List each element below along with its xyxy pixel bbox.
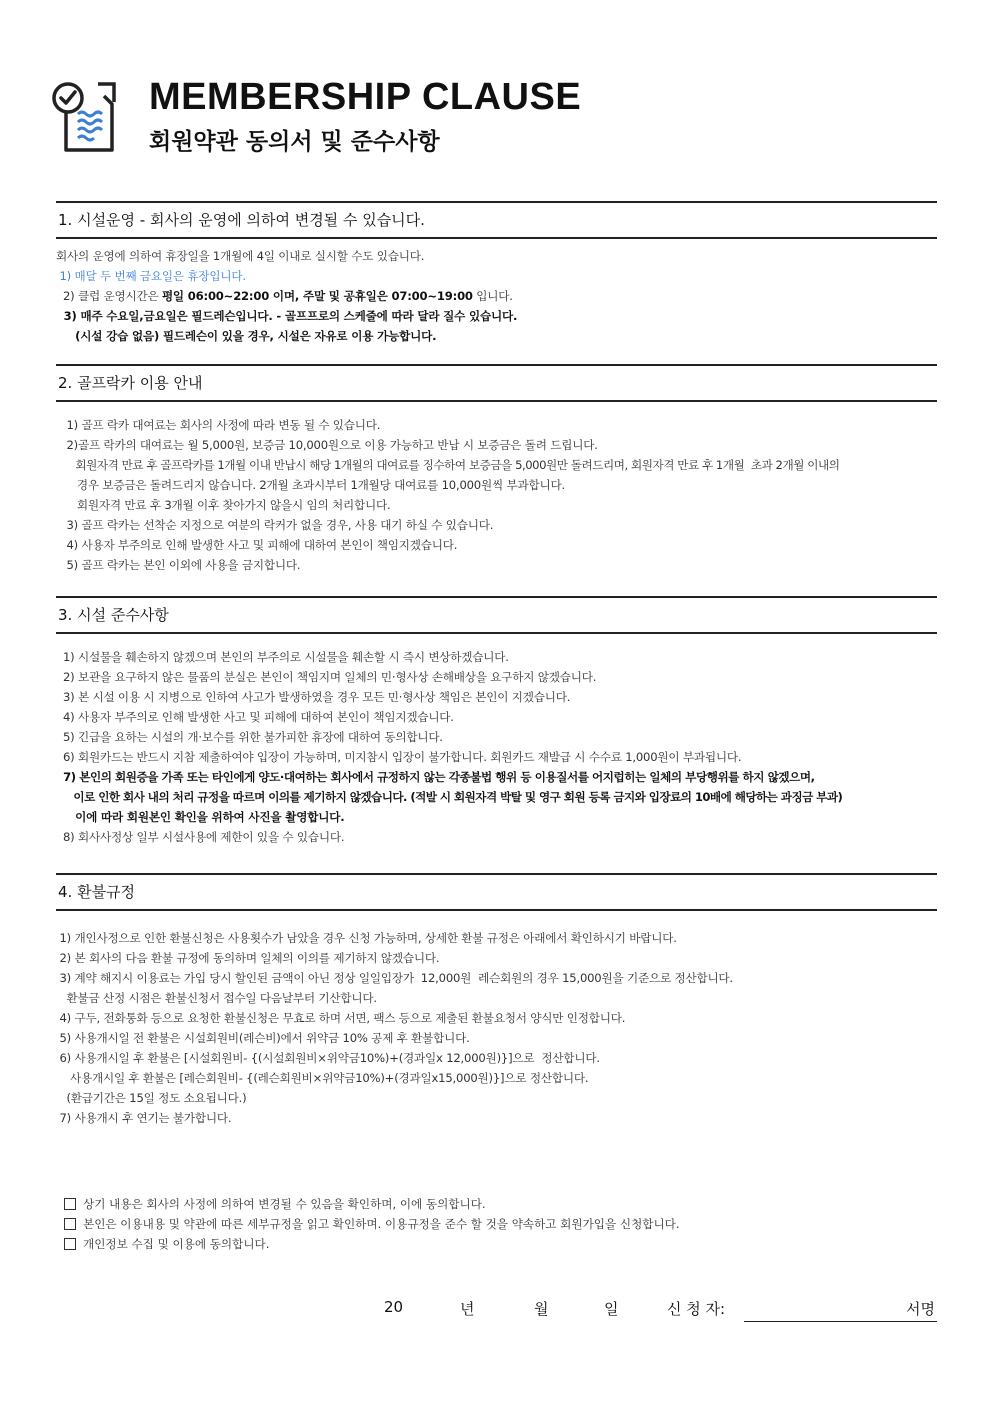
section-heading: 4. 환불규정 [56, 873, 937, 911]
consent-label: 본인은 이용내용 및 약관에 따른 세부규정을 읽고 확인하며. 이용규정을 준수 할 것을 약속하고 회원가입을 신청합니다. [83, 1217, 680, 1231]
signature-label: 서명 [906, 1300, 935, 1318]
consent-label: 상기 내용은 회사의 사정에 의하여 변경될 수 있음을 확인하며, 이에 동의합니다. [83, 1197, 486, 1211]
month-label: 월 [534, 1300, 549, 1318]
section-line: 1) 개인사정으로 인한 환불신청은 사용횟수가 남았을 경우 신청 가능하며, 상세한 환불 규정은 아래에서 확인하시기 바랍니다. [56, 931, 677, 945]
section-line [56, 286, 937, 306]
section-line: 5) 골프 락카는 본인 이외에 사용을 금지합니다. [56, 558, 301, 572]
section-line: 7) 사용개시 후 연기는 불가합니다. [56, 1111, 232, 1125]
consent-checklist [64, 1194, 680, 1254]
section-line: 사용개시일 후 환불은 [레슨회원비- {(레슨회원비×위약금10%)+(경과일x15,000원)}]으로 정산합니다. [56, 1071, 589, 1085]
document-header [52, 70, 942, 160]
section-facility-rules [56, 596, 937, 847]
section-heading: 2. 골프락카 이용 안내 [56, 364, 937, 402]
section-line: 5) 사용개시일 전 환불은 시설회원비(레슨비)에서 위약금 10% 공제 후 환불합니다. [56, 1031, 470, 1045]
section-line: 3) 계약 해지시 이용료는 가입 당시 할인된 금액이 아닌 정상 일일입장가 12,000원 레슨회원의 경우 15,000원을 기준으로 정산합니다. [56, 971, 733, 985]
consent-label: 개인정보 수집 및 이용에 동의합니다. [83, 1237, 270, 1251]
day-label: 일 [604, 1300, 619, 1318]
year-label: 년 [460, 1300, 475, 1318]
section-line-highlight: 1) 매달 두 번째 금요일은 휴장입니다. [56, 269, 246, 283]
section-line: 2) 보관을 요구하지 않은 물품의 분실은 본인이 책임지며 일체의 민·형사상 손해배상을 요구하지 않겠습니다. [56, 670, 597, 684]
signature-field[interactable] [744, 1321, 937, 1322]
section-line: 환불금 산정 시점은 환불신청서 접수일 다음날부터 기산합니다. [56, 991, 377, 1005]
section-line: 8) 회사사정상 일부 시설사용에 제한이 있을 수 있습니다. [56, 830, 345, 844]
consent-checkbox[interactable] [64, 1238, 76, 1250]
consent-item[interactable] [64, 1214, 680, 1234]
consent-checkbox[interactable] [64, 1198, 76, 1210]
section-line: 3) 매주 수요일,금요일은 필드레슨입니다. - 골프프로의 스케줄에 따라 달라 질수 있습니다. [56, 309, 518, 323]
section-line: 경우 보증금은 돌려드리지 않습니다. 2개월 초과시부터 1개월당 대여료를 10,000원씩 부과합니다. [56, 478, 565, 492]
section-line: 4) 사용자 부주의로 인해 발생한 사고 및 피해에 대하여 본인이 책임지겠습니다. [56, 710, 454, 724]
section-line-bold: 7) 본인의 회원증을 가족 또는 타인에게 양도·대여하는 회사에서 규정하지 않는 각종불법 행위 등 이용질서를 어지럽히는 일체의 부당행위를 하지 않겠으며, [56, 770, 815, 784]
title-english: MEMBERSHIP CLAUSE [149, 76, 582, 118]
section-heading: 3. 시설 준수사항 [56, 596, 937, 634]
section-line: (환급기간은 15일 정도 소요됩니다.) [56, 1091, 247, 1105]
title-korean: 회원약관 동의서 및 준수사항 [149, 129, 440, 155]
section-line: 3) 골프 락카는 선착순 지정으로 여분의 락커가 없을 경우, 사용 대기 하실 수 있습니다. [56, 518, 494, 532]
section-line: (시설 강습 없음) 필드레슨이 있을 경우, 시설은 자유로 이용 가능합니다. [56, 329, 437, 343]
section-facility-operation [56, 201, 937, 346]
section-refund-policy [56, 873, 937, 1128]
year-prefix: 20 [384, 1298, 404, 1316]
consent-item[interactable] [64, 1194, 680, 1214]
section-line: 4) 사용자 부주의로 인해 발생한 사고 및 피해에 대하여 본인이 책임지겠습니다. [56, 538, 458, 552]
section-line: 1) 시설물을 훼손하지 않겠으며 본인의 부주의로 시설물을 훼손할 시 즉시 변상하겠습니다. [56, 650, 509, 664]
hours-bold: 평일 06:00~22:00 이며, 주말 및 공휴일은 07:00~19:00 [161, 289, 473, 303]
section-line: 회원자격 만료 후 3개월 이후 찾아가지 않을시 임의 처리합니다. [56, 498, 391, 512]
section-line: 5) 긴급을 요하는 시설의 개·보수를 위한 불가피한 휴장에 대하여 동의합니다. [56, 730, 443, 744]
section-line: 6) 회원카드는 반드시 지참 제출하여야 입장이 가능하며, 미지참시 입장이 불가합니다. 회원카드 재발급 시 수수료 1,000원이 부과됩니다. [56, 750, 742, 764]
section-line: 2)골프 락카의 대여료는 월 5,000원, 보증금 10,000원으로 이용 가능하고 반납 시 보증금은 돌려 드립니다. [56, 438, 598, 452]
hours-prefix: 2) 클럽 운영시간은 [56, 289, 162, 303]
section-line: 6) 사용개시일 후 환불은 [시설회원비- {(시설회원비×위약금10%)+(경과일x 12,000원)}]으로 정산합니다. [56, 1051, 600, 1065]
section-heading: 1. 시설운영 - 회사의 운영에 의하여 변경될 수 있습니다. [56, 201, 937, 239]
section-golf-locker [56, 364, 937, 575]
section-line: 회사의 운영에 의하여 휴장일을 1개월에 4일 이내로 실시할 수도 있습니다. [56, 249, 425, 263]
section-line: 3) 본 시설 이용 시 지병으로 인하여 사고가 발생하였을 경우 모든 민·형사상 책임은 본인이 지겠습니다. [56, 690, 571, 704]
consent-checkbox[interactable] [64, 1218, 76, 1230]
consent-item[interactable] [64, 1234, 680, 1254]
applicant-label: 신 청 자: [667, 1300, 726, 1318]
section-line-bold: 이로 인한 회사 내의 처리 규정을 따르며 이의를 제기하지 않겠습니다. (적발 시 회원자격 박탈 및 영구 회원 등록 금지와 입장료의 10배에 해당하는 과징금 부과) [56, 790, 843, 804]
hours-suffix: 입니다. [472, 289, 513, 303]
section-line: 2) 본 회사의 다음 환불 규정에 동의하며 일체의 이의를 제기하지 않겠습니다. [56, 951, 440, 965]
section-line: 4) 구두, 전화통화 등으로 요청한 환불신청은 무효로 하며 서면, 팩스 등으로 제출된 환불요청서 양식만 인정합니다. [56, 1011, 626, 1025]
checklist-document-icon [52, 76, 122, 156]
section-line-bold: 이에 따라 회원본인 확인을 위하여 사진을 촬영합니다. [56, 810, 345, 824]
section-line: 회원자격 만료 후 골프락카를 1개월 이내 반납시 해당 1개월의 대여료를 징수하여 보증금을 5,000원만 돌려드리며, 회원자격 만료 후 1개월 초과 2개월 이내의 [56, 458, 840, 472]
section-line: 1) 골프 락카 대여료는 회사의 사정에 따라 변동 될 수 있습니다. [56, 418, 381, 432]
